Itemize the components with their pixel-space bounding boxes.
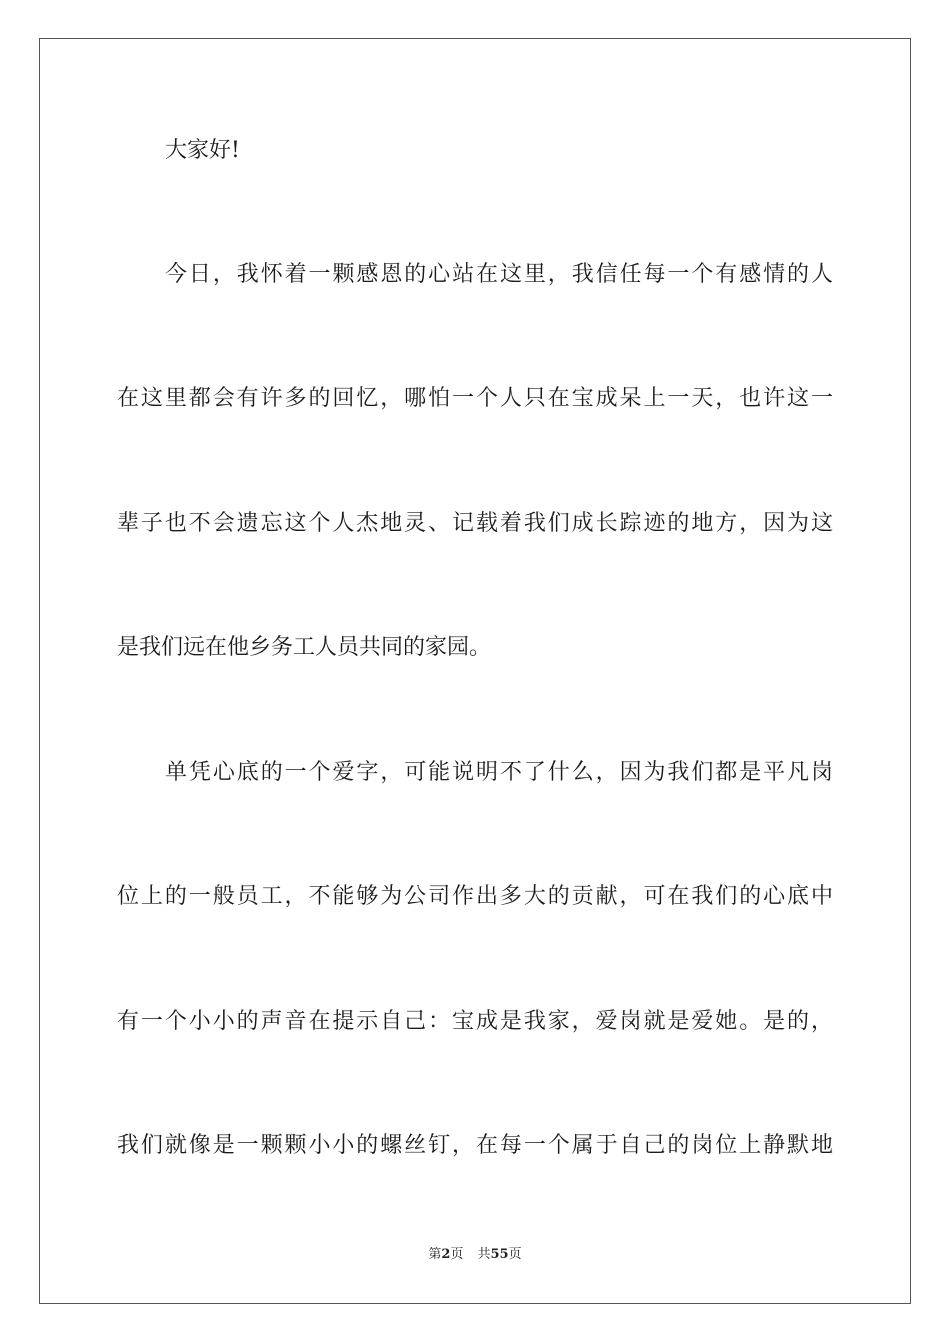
total-suffix: 页 [508,1247,522,1262]
paragraph-line: 大家好! [165,138,240,163]
paragraph-line: 单凭心底的一个爱字，可能说明不了什么，因为我们都是平凡岗 [165,760,833,785]
page-number: 2 [441,1247,451,1262]
paragraph-line: 今日，我怀着一颗感恩的心站在这里，我信任每一个有感情的人 [165,262,833,287]
paragraph-line: 是我们远在他乡务工人员共同的家园。 [117,635,492,660]
page-footer [0,1246,950,1264]
paragraph-line: 我们就像是一颗颗小小的螺丝钉，在每一个属于自己的岗位上静默地 [117,1133,833,1158]
paragraph-line: 辈子也不会遗忘这个人杰地灵、记载着我们成长踪迹的地方，因为这 [117,511,833,536]
total-prefix: 共 [477,1247,491,1262]
page-prefix: 第 [428,1247,442,1262]
paragraph-line: 位上的一般员工，不能够为公司作出多大的贡献，可在我们的心底中 [117,884,833,909]
page-suffix: 页 [450,1247,464,1262]
page-border [39,38,911,1304]
paragraph-line: 在这里都会有许多的回忆，哪怕一个人只在宝成呆上一天，也许这一 [117,386,833,411]
total-pages: 55 [490,1247,509,1262]
paragraph-line: 有一个小小的声音在提示自己：宝成是我家，爱岗就是爱她。是的， [117,1009,833,1034]
